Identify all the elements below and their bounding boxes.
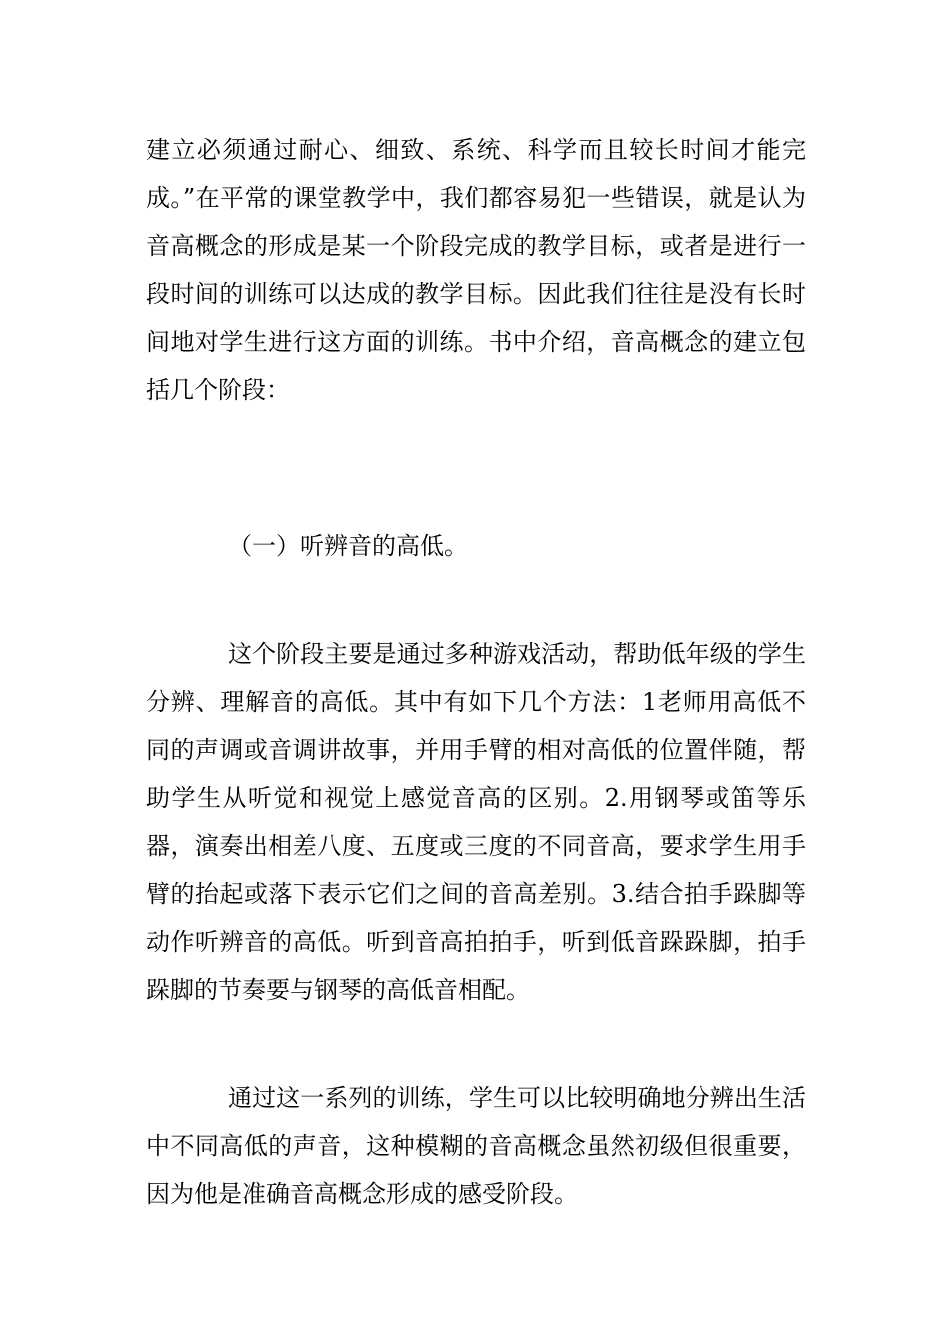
section-heading: （一）听辨音的高低。 [228,532,468,560]
paragraph-methods: 这个阶段主要是通过多种游戏活动，帮助低年级的学生分辨、理解音的高低。其中有如下几个方法：1老师用高低不同的声调或音调讲故事，并用手臂的相对高低的位置伴随，帮助学生从听觉和视觉上感觉音高的区别。2.用钢琴或笛等乐器，演奏出相差八度、五度或三度的不同音高，要求学生用手臂的抬起或落下表示它们之间的音高差别。3.结合拍手跺脚等动作听辨音的高低。听到音高拍拍手，听到低音跺跺脚，拍手跺脚的节奏要与钢琴的高低音相配。 [146,640,806,1004]
paragraph-continuation: 建立必须通过耐心、细致、系统、科学而且较长时间才能完成。”在平常的课堂教学中，我们都容易犯一些错误，就是认为音高概念的形成是某一个阶段完成的教学目标，或者是进行一段时间的训练可以达成的教学目标。因此我们往往是没有长时间地对学生进行这方面的训练。书中介绍，音高概念的建立包括几个阶段： [146,136,806,404]
paragraph-summary: 通过这一系列的训练，学生可以比较明确地分辨出生活中不同高低的声音，这种模糊的音高概念虽然初级但很重要，因为他是准确音高概念形成的感受阶段。 [146,1084,806,1208]
document-body [146,126,806,1218]
